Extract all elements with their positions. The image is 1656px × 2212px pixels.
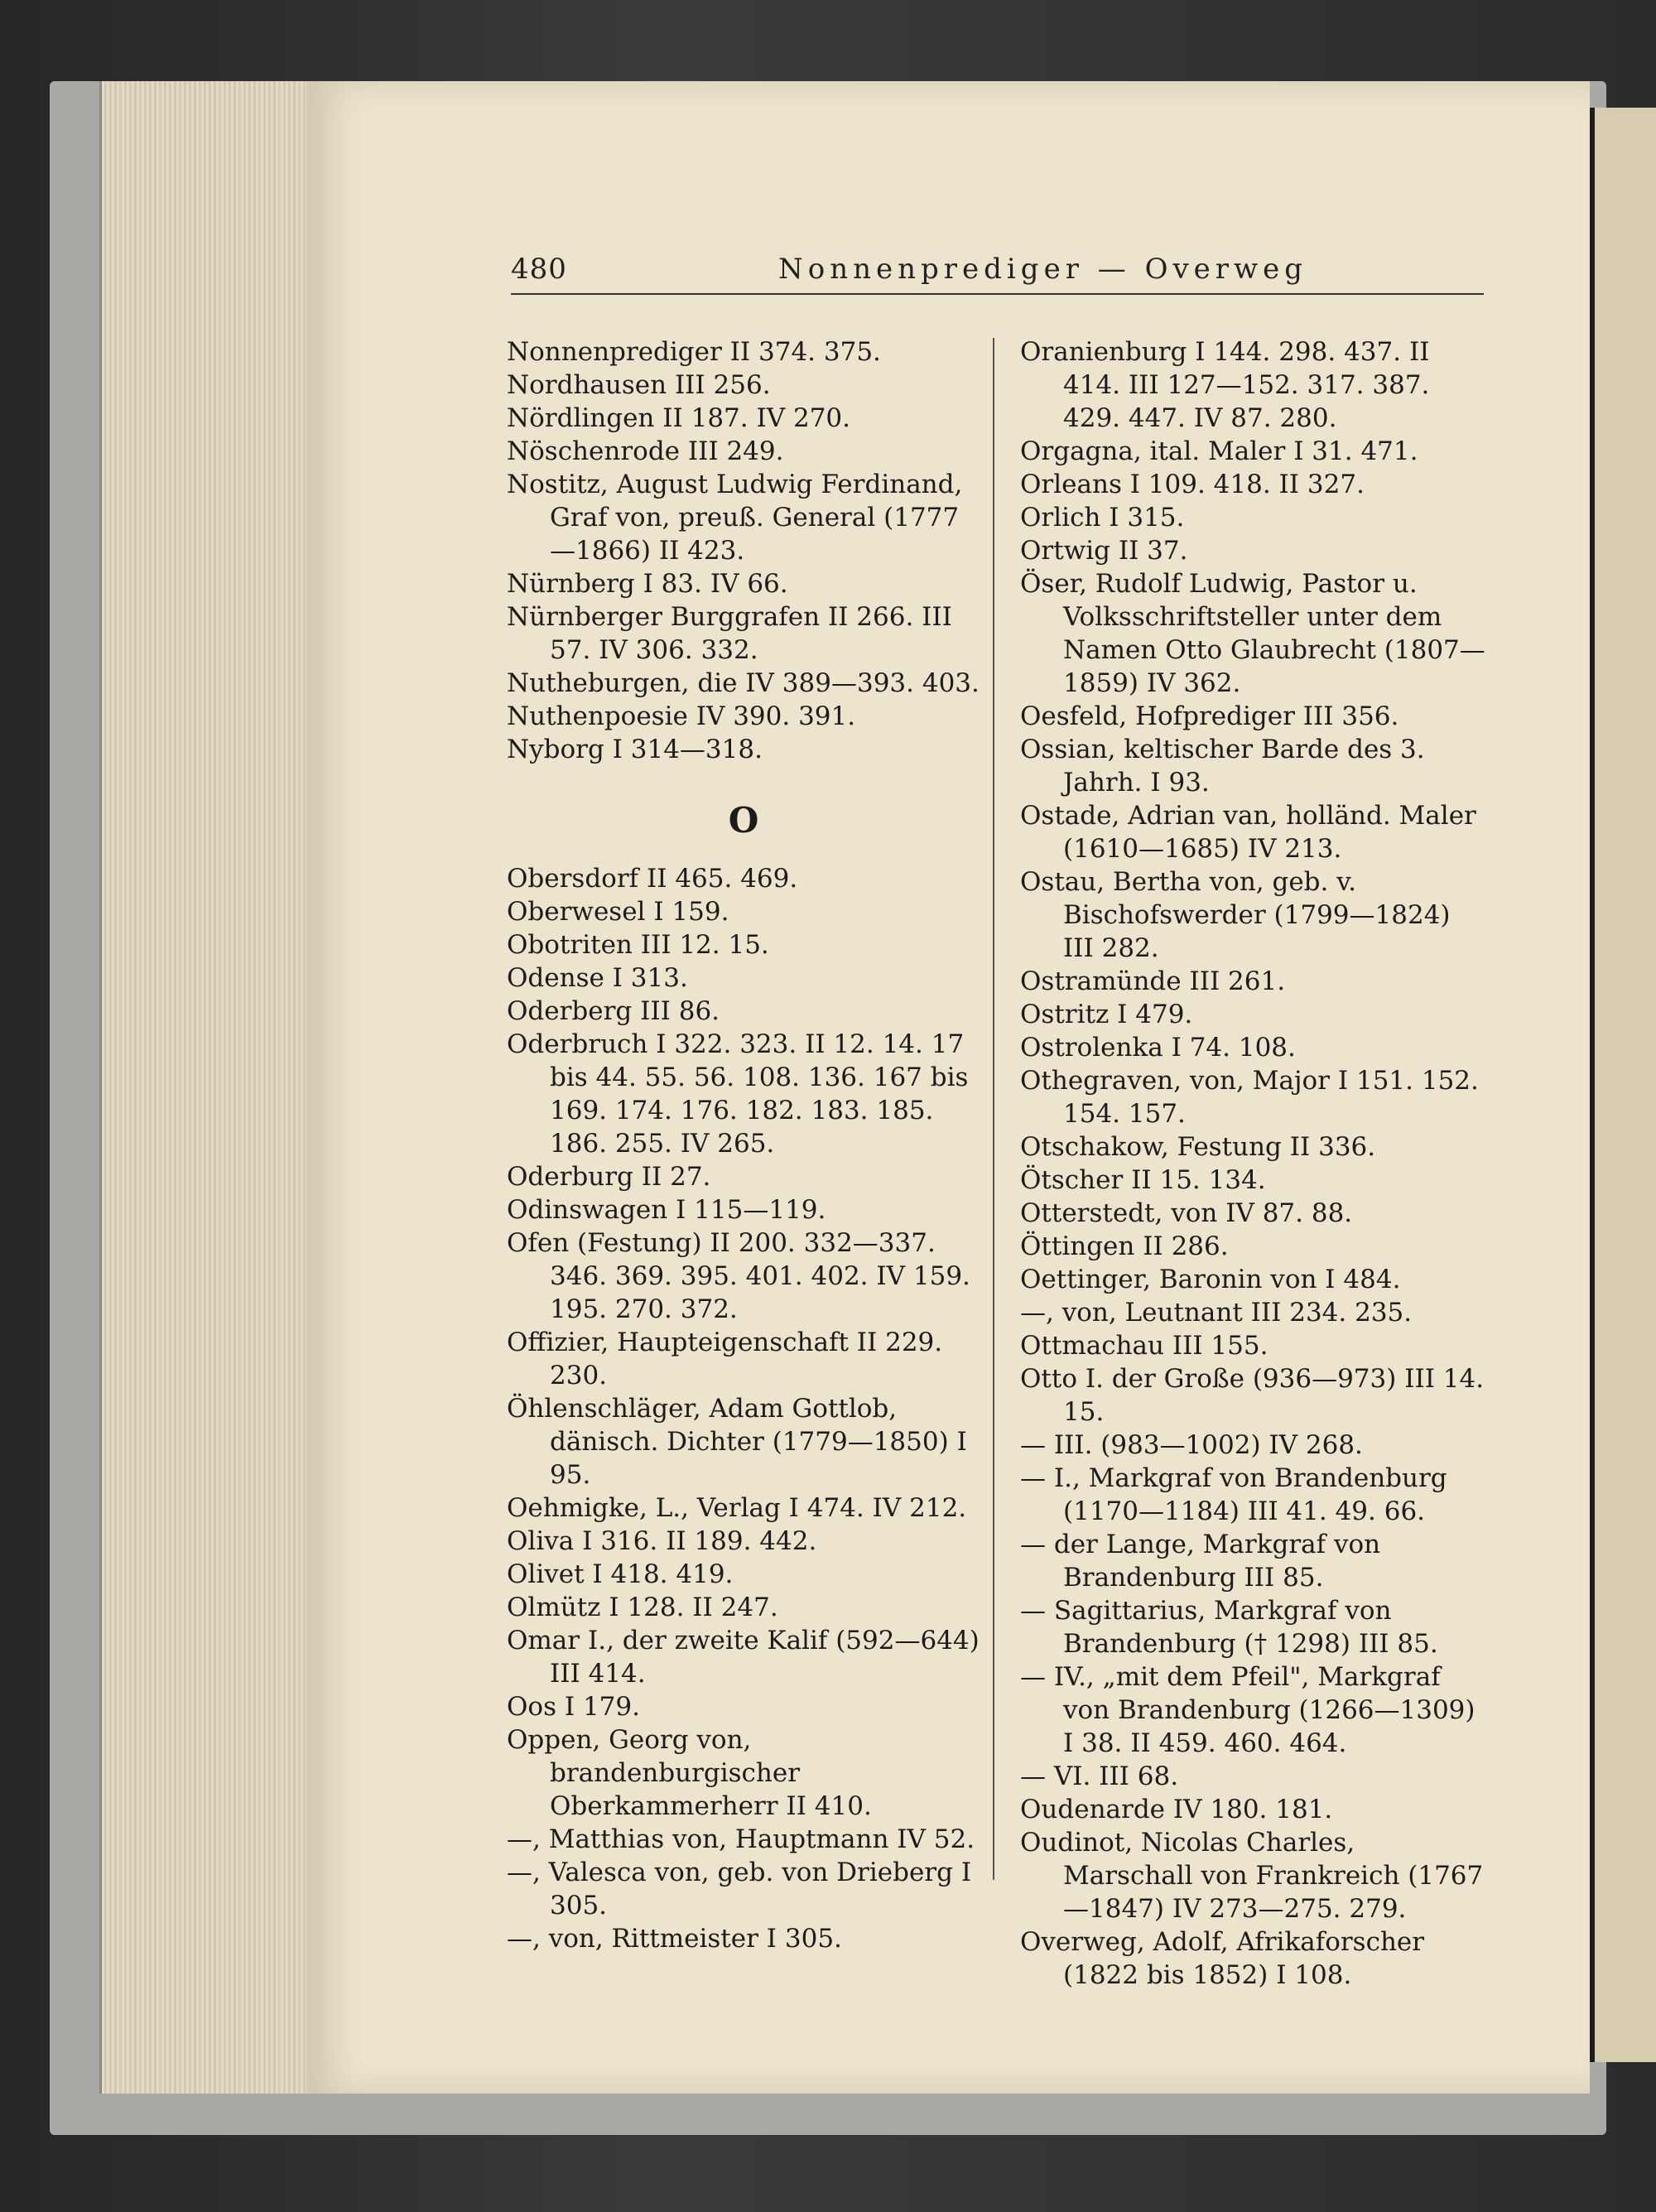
index-entry: — der Lange, Markgraf von Brandenburg III 85. — [1020, 1530, 1381, 1593]
index-entry: Nördlingen II 187. IV 270. — [507, 403, 850, 433]
index-entry: Oos I 179. — [507, 1692, 640, 1722]
index-entry: — I., Markgraf von Brandenburg (1170—1184) III 41. 49. 66. — [1020, 1463, 1447, 1526]
index-entry: —, Valesca von, geb. von Drieberg I 305. — [507, 1858, 972, 1920]
index-entry: Ostritz I 479. — [1020, 1000, 1193, 1029]
index-entry: —, von, Leutnant III 234. 235. — [1020, 1298, 1413, 1328]
index-entry: Ortwig II 37. — [1020, 536, 1188, 566]
index-entry: Othegraven, von, Major I 151. 152. 154. 157. — [1020, 1066, 1479, 1129]
index-entry: Oberwesel I 159. — [507, 897, 729, 927]
index-entry: Ottmachau III 155. — [1020, 1331, 1268, 1361]
index-entry: —, Matthias von, Hauptmann IV 52. — [507, 1824, 975, 1854]
index-entry: Overweg, Adolf, Afrikaforscher (1822 bis 1852) I 108. — [1020, 1927, 1425, 1990]
index-entry: — VI. III 68. — [1020, 1761, 1179, 1791]
index-entry: Öser, Rudolf Ludwig, Pastor u. Volksschriftsteller unter dem Namen Otto Glaubrecht (1807—1859) IV 362. — [1020, 569, 1485, 698]
index-entry: Orlich I 315. — [1020, 503, 1185, 533]
section-letter: O — [728, 800, 759, 841]
facing-page-edge — [1590, 108, 1656, 2062]
left-column — [507, 335, 980, 1955]
index-entry: Ossian, keltischer Barde des 3. Jahrh. I 93. — [1020, 735, 1425, 798]
index-entry: Oliva I 316. II 189. 442. — [507, 1526, 817, 1556]
index-entry: Öhlenschläger, Adam Gottlob, dänisch. Dichter (1779—1850) I 95. — [507, 1394, 967, 1490]
page-edges — [99, 81, 317, 2094]
index-entry: Ofen (Festung) II 200. 332—337. 346. 369. 395. 401. 402. IV 159. 195. 270. 372. — [507, 1228, 970, 1324]
index-entry: Oderbruch I 322. 323. II 12. 14. 17 bis 44. 55. 56. 108. 136. 167 bis 169. 174. 176. 182. 183. 185. 186. 255. IV 265. — [507, 1029, 969, 1159]
index-entry: Nuthenpoesie IV 390. 391. — [507, 701, 856, 731]
index-entry: Nöschenrode III 249. — [507, 436, 784, 466]
index-entry: Offizier, Haupteigenschaft II 229. 230. — [507, 1328, 943, 1390]
index-entry: —, von, Rittmeister I 305. — [507, 1924, 842, 1954]
header-rule — [511, 293, 1484, 295]
index-entry: Ostramünde III 261. — [1020, 966, 1286, 996]
index-entry: Oesfeld, Hofprediger III 356. — [1020, 701, 1399, 731]
running-head: Nonnenprediger — Overweg — [778, 253, 1308, 286]
index-entry: Ostade, Adrian van, holländ. Maler (1610—1685) IV 213. — [1020, 801, 1476, 864]
index-entry: Nostitz, August Ludwig Ferdinand, Graf von, preuß. General (1777—1866) II 423. — [507, 470, 963, 566]
index-entry: Orleans I 109. 418. II 327. — [1020, 470, 1365, 499]
index-entry: Oderberg III 86. — [507, 996, 720, 1026]
index-entry: Otto I. der Große (936—973) III 14. 15. — [1020, 1364, 1485, 1427]
column-divider — [993, 338, 994, 1880]
index-entry: Oranienburg I 144. 298. 437. II 414. III 127—152. 317. 387. 429. 447. IV 87. 280. — [1020, 337, 1430, 433]
index-entry: Olivet I 418. 419. — [507, 1559, 734, 1589]
index-entry: Omar I., der zweite Kalif (592—644) III 414. — [507, 1626, 980, 1689]
index-entry: — III. (983—1002) IV 268. — [1020, 1430, 1363, 1460]
index-entry: Ostau, Bertha von, geb. v. Bischofswerder (1799—1824) III 282. — [1020, 867, 1451, 963]
index-entry: Otschakow, Festung II 336. — [1020, 1132, 1376, 1162]
index-entry: Nonnenprediger II 374. 375. — [507, 337, 881, 367]
index-entry: Nürnberg I 83. IV 66. — [507, 569, 788, 599]
index-entry: Nutheburgen, die IV 389—393. 403. — [507, 668, 980, 698]
index-entry: Nürnberger Burggrafen II 266. III 57. IV 306. 332. — [507, 602, 952, 665]
page-number: 480 — [511, 253, 567, 286]
index-entry: Olmütz I 128. II 247. — [507, 1593, 778, 1622]
index-entry: Ostrolenka I 74. 108. — [1020, 1033, 1296, 1063]
right-column — [1020, 335, 1489, 1992]
index-entry: Odinswagen I 115—119. — [507, 1195, 826, 1225]
index-entry: Nyborg I 314—318. — [507, 735, 763, 764]
index-entry: Oudenarde IV 180. 181. — [1020, 1795, 1333, 1824]
index-entry: — IV., „mit dem Pfeil", Markgraf von Brandenburg (1266—1309) I 38. II 459. 460. 464. — [1020, 1662, 1475, 1758]
index-entry: Oppen, Georg von, brandenburgischer Oberkammerherr II 410. — [507, 1725, 872, 1821]
index-entry: Nordhausen III 256. — [507, 370, 771, 400]
index-entry: Otterstedt, von IV 87. 88. — [1020, 1198, 1353, 1228]
index-entry: — Sagittarius, Markgraf von Brandenburg († 1298) III 85. — [1020, 1596, 1438, 1659]
index-entry: Odense I 313. — [507, 963, 688, 993]
index-entry: Öttingen II 286. — [1020, 1231, 1229, 1261]
index-entry: Obotriten III 12. 15. — [507, 930, 769, 960]
index-entry: Oehmigke, L., Verlag I 474. IV 212. — [507, 1493, 967, 1523]
index-entry: Oettinger, Baronin von I 484. — [1020, 1265, 1401, 1294]
index-entry: Orgagna, ital. Maler I 31. 471. — [1020, 436, 1418, 466]
index-entry: Oudinot, Nicolas Charles, Marschall von Frankreich (1767—1847) IV 273—275. 279. — [1020, 1828, 1484, 1924]
index-entry: Obersdorf II 465. 469. — [507, 864, 798, 894]
index-entry: Ötscher II 15. 134. — [1020, 1165, 1266, 1195]
index-entry: Oderburg II 27. — [507, 1162, 711, 1192]
